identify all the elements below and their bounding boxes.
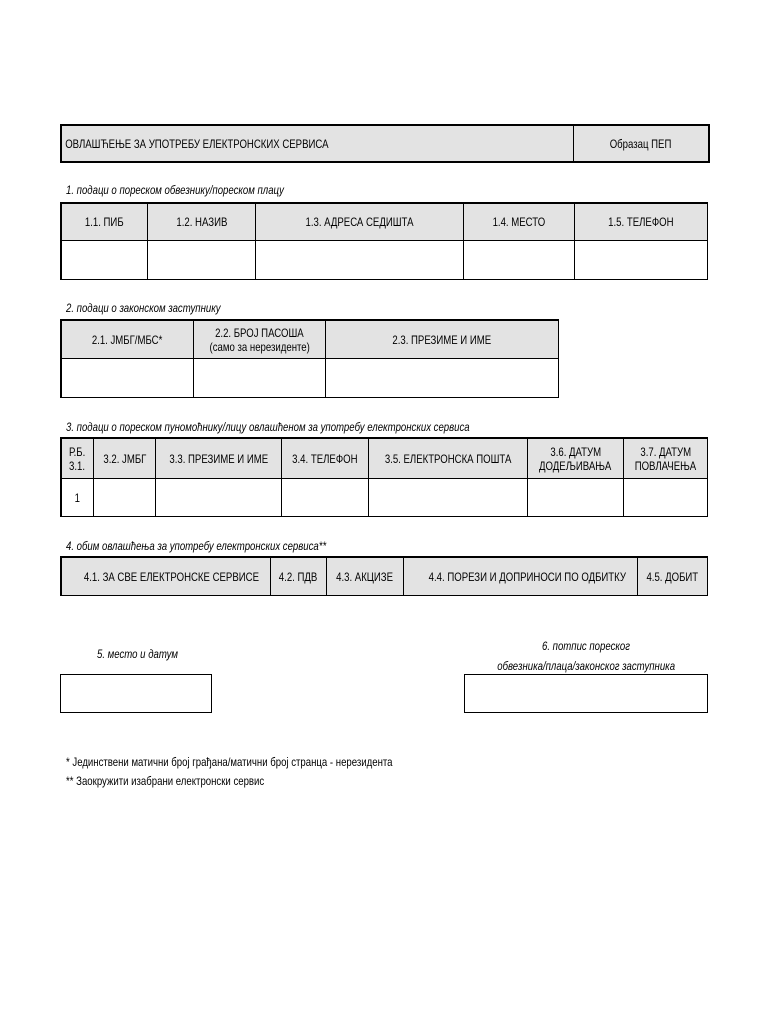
col-passport: 2.2. БРОЈ ПАСОША (само за нерезиденте) [194,321,326,359]
mesto-input[interactable] [464,241,575,280]
scope-option-withholding[interactable]: 4.4. ПОРЕЗИ И ДОПРИНОСИ ПО ОДБИТКУ [404,558,638,596]
passport-input[interactable] [194,359,326,398]
date-revoked-input[interactable] [624,479,708,517]
col-naziv: 1.2. НАЗИВ [148,204,256,241]
adresa-input[interactable] [256,241,464,280]
proxy-jmbg-input[interactable] [94,479,156,517]
taxpayer-table [61,203,708,280]
col-date-assigned: 3.6. ДАТУМ ДОДЕЉИВАЊА [528,439,624,479]
col-adresa: 1.3. АДРЕСА СЕДИШТА [256,204,464,241]
col-proxy-name: 3.3. ПРЕЗИМЕ И ИМЕ [156,439,282,479]
form-title-cell [61,125,573,162]
row-number: 1 [62,479,94,517]
proxy-email-input[interactable] [369,479,528,517]
section2-label: 2. подаци о законском заступнику [66,301,221,315]
naziv-input[interactable] [148,241,256,280]
scope-option-profit[interactable]: 4.5. ДОБИТ [638,558,708,596]
signature-box[interactable] [464,674,708,713]
place-date-input[interactable] [60,674,212,713]
telefon-input[interactable] [575,241,708,280]
col-mesto: 1.4. МЕСТО [464,204,575,241]
scope-option-akcize[interactable]: 4.3. АКЦИЗЕ [327,558,404,596]
form-code-cell [573,125,709,162]
proxy-phone-input[interactable] [282,479,369,517]
col-prezime-ime: 2.3. ПРЕЗИМЕ И ИМЕ [326,321,559,359]
form-code: Образац ПЕП [609,136,672,151]
rep-name-input[interactable] [326,359,559,398]
footnote-circle: ** Заокружити изабрани електронски сервис [66,774,265,788]
section1-label: 1. подаци о пореском обвезнику/пореском плацу [66,183,284,197]
form-header [60,124,710,163]
proxy-name-input[interactable] [156,479,282,517]
section6-label: 6. потпис пореског обвезника/плаца/законског заступника [497,639,675,673]
section4-label: 4. обим овлашћења за употребу електронских сервиса** [66,539,327,553]
col-proxy-jmbg: 3.2. ЈМБГ [94,439,156,479]
legal-rep-table [61,320,559,398]
section5-label: 5. место и датум [97,647,178,661]
col-pib: 1.1. ПИБ [62,204,148,241]
section3-label: 3. подаци о пореском пуномоћнику/лицу овлашћеном за употребу електронских сервиса [66,420,470,434]
scope-table [61,557,708,596]
proxy-table [61,438,708,517]
col-proxy-email: 3.5. ЕЛЕКТРОНСКА ПОШТА [369,439,528,479]
col-rb: Р.Б. 3.1. [62,439,94,479]
footnote-jmbg: * Јединствени матични број грађана/матични број странца - нерезидента [66,755,393,769]
col-telefon: 1.5. ТЕЛЕФОН [575,204,708,241]
scope-option-pdv[interactable]: 4.2. ПДВ [271,558,327,596]
scope-option-all[interactable]: 4.1. ЗА СВЕ ЕЛЕКТРОНСКЕ СЕРВИСЕ [62,558,271,596]
col-proxy-phone: 3.4. ТЕЛЕФОН [282,439,369,479]
col-jmbg-mbs: 2.1. ЈМБГ/МБС* [62,321,194,359]
date-assigned-input[interactable] [528,479,624,517]
jmbg-mbs-input[interactable] [62,359,194,398]
pib-input[interactable] [62,241,148,280]
form-title: ОВЛАШЋЕЊЕ ЗА УПОТРЕБУ ЕЛЕКТРОНСКИХ СЕРВИСА [65,136,329,151]
col-date-revoked: 3.7. ДАТУМ ПОВЛАЧЕЊА [624,439,708,479]
